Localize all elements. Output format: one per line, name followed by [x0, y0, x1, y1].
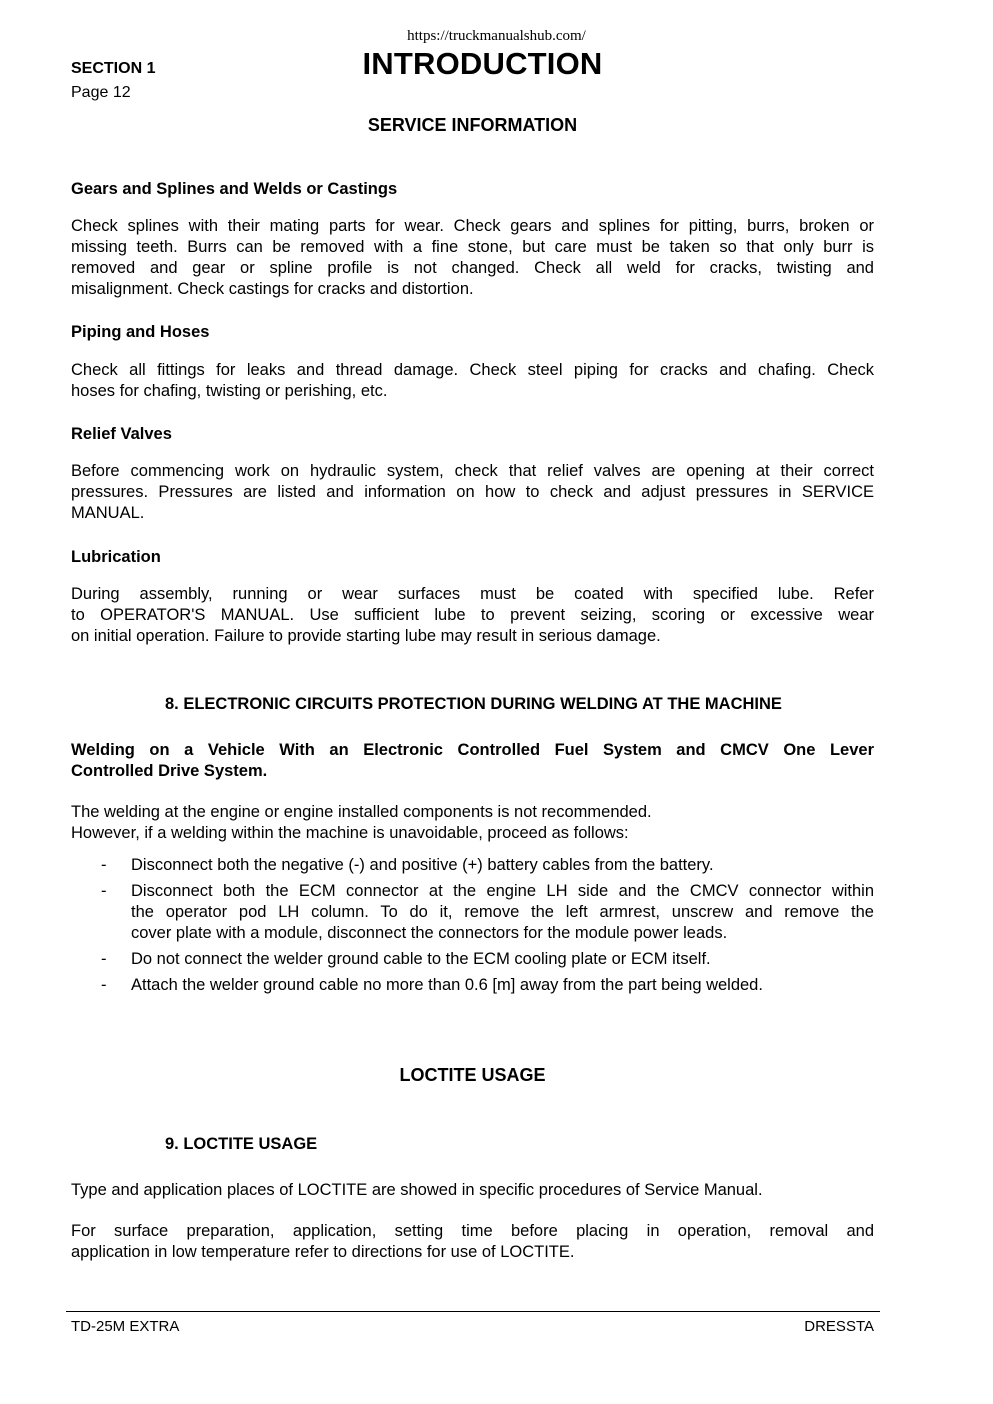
gears-line: Check splines with their mating parts for wear. Check gears and splines for pitting, burrs, broken or [71, 217, 874, 235]
page-title: INTRODUCTION [362, 46, 603, 81]
bullet-dash: - [101, 976, 107, 994]
welding-heading: 8. ELECTRONIC CIRCUITS PROTECTION DURING WELDING AT THE MACHINE [165, 695, 782, 713]
loctite-title: LOCTITE USAGE [399, 1065, 546, 1085]
page-number: Page 12 [71, 84, 131, 101]
lubrication-line: on initial operation. Failure to provide starting lube may result in serious damage. [71, 627, 661, 645]
loctite-line: application in low temperature refer to directions for use of LOCTITE. [71, 1243, 575, 1261]
gears-line: missing teeth. Burrs can be removed with a fine stone, but care must be taken so that only burr is [71, 238, 874, 256]
welding-subheading-line: Controlled Drive System. [71, 762, 268, 780]
welding-subheading-line: Welding on a Vehicle With an Electronic Controlled Fuel System and CMCV One Lever [71, 741, 874, 759]
gears-heading: Gears and Splines and Welds or Castings [71, 180, 398, 198]
footer-divider [66, 1311, 880, 1312]
footer-model: TD-25M EXTRA [71, 1318, 180, 1335]
relief-heading: Relief Valves [71, 425, 172, 443]
gears-line: removed and gear or spline profile is not changed. Check all weld for cracks, twisting and [71, 259, 874, 277]
relief-line: Before commencing work on hydraulic system, check that relief valves are opening at their correct [71, 462, 874, 480]
relief-paragraph [71, 461, 874, 524]
loctite-paragraph-1: Type and application places of LOCTITE are showed in specific procedures of Service Manual. [71, 1181, 763, 1199]
loctite-line: For surface preparation, application, setting time before placing in operation, removal and [71, 1222, 874, 1240]
gears-line: misalignment. Check castings for cracks and distortion. [71, 280, 474, 298]
page-subtitle: SERVICE INFORMATION [367, 115, 578, 135]
piping-line: hoses for chafing, twisting or perishing, etc. [71, 382, 388, 400]
relief-line: pressures. Pressures are listed and information on how to check and adjust pressures in SERVICE [71, 483, 874, 501]
bullet-line: cover plate with a module, disconnect the connectors for the module power leads. [131, 924, 728, 942]
welding-intro [71, 802, 874, 844]
bullet-line: the operator pod LH column. To do it, remove the left armrest, unscrew and remove the [131, 903, 874, 921]
lubrication-line: During assembly, running or wear surfaces must be coated with specified lube. Refer [71, 585, 874, 603]
relief-line: MANUAL. [71, 504, 145, 522]
welding-bullet [71, 949, 874, 970]
piping-paragraph [71, 360, 874, 402]
bullet-dash: - [101, 856, 107, 874]
bullet-dash: - [101, 882, 107, 900]
piping-heading: Piping and Hoses [71, 323, 210, 341]
loctite-paragraph-2 [71, 1221, 874, 1263]
lubrication-heading: Lubrication [71, 548, 161, 566]
bullet-line: Disconnect both the negative (-) and positive (+) battery cables from the battery. [131, 856, 714, 874]
welding-bullet [71, 975, 874, 996]
bullet-line: Do not connect the welder ground cable to the ECM cooling plate or ECM itself. [131, 950, 711, 968]
welding-bullet [71, 881, 874, 944]
bullet-line: Disconnect both the ECM connector at the engine LH side and the CMCV connector within [131, 882, 874, 900]
bullet-dash: - [101, 950, 107, 968]
bullet-line: Attach the welder ground cable no more than 0.6 [m] away from the part being welded. [131, 976, 763, 994]
source-url[interactable]: https://truckmanualshub.com/ [407, 28, 586, 44]
lubrication-paragraph [71, 584, 874, 647]
lubrication-line: to OPERATOR'S MANUAL. Use sufficient lube to prevent seizing, scoring or excessive wear [71, 606, 874, 624]
loctite-heading: 9. LOCTITE USAGE [165, 1135, 318, 1153]
piping-line: Check all fittings for leaks and thread damage. Check steel piping for cracks and chafing. Check [71, 361, 874, 379]
welding-intro-line: The welding at the engine or engine installed components is not recommended. [71, 803, 652, 821]
section-label: SECTION 1 [71, 60, 156, 77]
gears-paragraph [71, 216, 874, 300]
welding-subheading [71, 740, 874, 782]
welding-bullet [71, 855, 874, 876]
footer-brand: DRESSTA [804, 1318, 874, 1335]
welding-intro-line: However, if a welding within the machine is unavoidable, proceed as follows: [71, 824, 629, 842]
